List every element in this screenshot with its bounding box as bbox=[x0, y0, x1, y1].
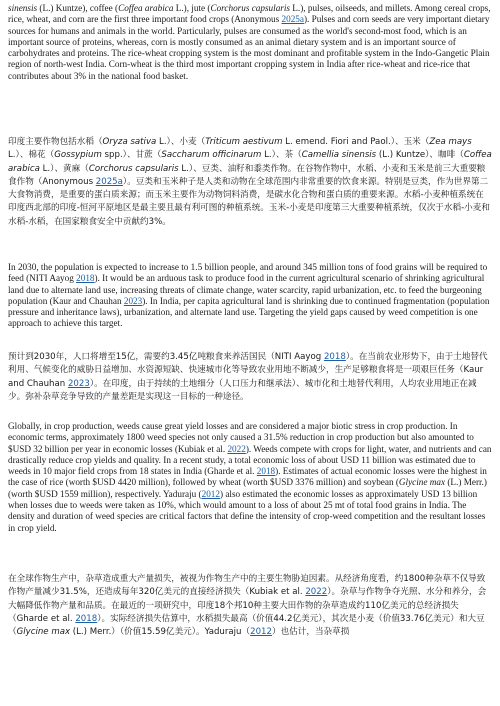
text-run: ）。豆类和玉米种子是人类和动物在全球范围内非常重要的饮食来源。特别是豆类，作为世界第二大食物消费，是重要的蛋白质来源；而玉米主要作为动物饲料消费，是碳水化合物和蛋白质的重要来源。水稻-小麦种植系统在印度西北部的印度-恒河平原地区是最主要且最有利可图的种植系统。玉米-小麦是印度第三大重要种植系统，仅次于水稻-小麦和水稻-水稻，在国家粮食安全中贡献约3%。 bbox=[8, 176, 490, 227]
species-name: Gossypium bbox=[54, 150, 102, 161]
text-run: (L.) Kuntze), coffee ( bbox=[37, 3, 119, 13]
citation-link[interactable]: 2018 bbox=[323, 352, 346, 362]
species-name: Glycine max bbox=[398, 477, 446, 488]
text-run: ）也估计，当杂草损 bbox=[271, 627, 350, 638]
citation-link[interactable]: 2018 bbox=[76, 273, 95, 284]
text-run: L.), jute ( bbox=[173, 3, 211, 13]
species-name: sinensis bbox=[8, 3, 38, 13]
text-run: (L.) Merr.）（价值15.59亿美元）。Yaduraju（ bbox=[70, 627, 251, 638]
text-run: 预计到2030年，人口将增至15亿，需要约3.45亿吨粮食来养活国民（NITI Aayog bbox=[8, 352, 324, 362]
species-name: Saccharum officinarum bbox=[161, 150, 262, 161]
text-run: ). Estimates of actual economic losses were the highest in the case of rice (worth $USD 4420 million), followed by wheat (worth $USD 3376 million) and soybean ( bbox=[8, 466, 487, 488]
text-run: ). Pulses and corn seeds are very important dietary sources for humans and animals in the world. Particularly, pulses are consumed as the world's second-most food, which is an important source of proteins, whereas, corn is mostly consumed as an animal dietary system and is an important source of carbohydrates and proteins. The rice-wheat cropping system is the most dominant and profitable system in the Indo-Gangetic Plain region of north-west India. Corn-wheat is the third most important cropping system in India after rice-wheat and rice-rice that contributes about 3% in the national food basket. bbox=[8, 14, 490, 81]
text-run: (L.) Merr.) (worth $USD 1559 million), respectively. Yaduraju ( bbox=[8, 477, 487, 499]
text-run: ) also estimated the economic losses as approximately USD 13 billion when losses due to weeds were taken as 10%, which would amount to a loss of about 25 mt of total food grains in India. The density and duration of weed species are critical factors that define the intensity of crop-weed competition and the resultant losses in crop yield. bbox=[8, 488, 486, 533]
citation-link[interactable]: 2012 bbox=[201, 488, 220, 499]
species-name: Glycine max bbox=[16, 627, 71, 638]
text-run: L.）、棉花（ bbox=[8, 150, 55, 161]
text-run: L.）、豆类、油籽和黍类作物。在谷物作物中，水稻、小麦和玉米是前三大重要粮食作物（Anonymous bbox=[8, 163, 486, 187]
text-run: L.）、黄麻（ bbox=[39, 163, 89, 174]
text-run: L. emend. Fiori and Paol.）、玉米（ bbox=[282, 137, 430, 147]
text-run: L.）、小麦（ bbox=[156, 137, 206, 147]
text-run: ）。在印度，由于持续的土地细分（人口压力和继承法）、城市化和土地替代利用，人均农业用地正在减少。弥补杂草竞争导致的产量差距是实现这一目标的一种途径。 bbox=[8, 378, 477, 402]
citation-link[interactable]: 2022 bbox=[227, 443, 246, 454]
citation-link[interactable]: 2012 bbox=[250, 627, 272, 638]
text-run: L.), pulses, oilseeds, and millets. Among cereal crops, rice, wheat, and corn are the first three important food crops (Anonymous bbox=[8, 3, 491, 25]
text-run: 印度主要作物包括水稻（ bbox=[8, 137, 103, 147]
paragraph-zh-1 bbox=[8, 136, 492, 229]
species-name: Triticum aestivum bbox=[205, 137, 283, 147]
text-run: Globally, in crop production, weeds cause great yield losses and are considered a major biotic stress in crop production. In economic terms, approximately 1800 weed species not only caused a 31.5% reduction in crop production but also amounted to $USD 32 billion per year in economic losses (Kubiak et al. bbox=[8, 421, 474, 454]
species-name: Zea mays bbox=[429, 137, 472, 147]
text-run: 在全球作物生产中，杂草造成重大产量损失，被视为作物生产中的主要生物胁迫因素。从经济角度看，约1800种杂草不仅导致作物产量减少31.5%，还造成每年320亿美元的直接经济损失（Kubiak et al. bbox=[8, 574, 486, 598]
citation-link[interactable]: 2025a bbox=[281, 14, 304, 25]
citation-link[interactable]: 2018 bbox=[256, 466, 276, 477]
citation-link[interactable]: 2023 bbox=[67, 378, 90, 389]
species-name: Corchorus capsularis bbox=[88, 163, 179, 174]
species-name: Oryza sativa bbox=[102, 137, 157, 147]
text-run: ). Weeds compete with crops for light, water, and nutrients and can drastically reduce crop yields and quality. In a recent study, a total economic loss of about USD 11 billion was estimated due to weeds in 10 major field crops from 18 states in India (Gharde et al. bbox=[8, 443, 492, 477]
text-run: ). In India, per capita agricultural land is shrinking due to continued fragmentation (population pressure and inheritance laws), urbanization, and alternate land use. Targeting the yield gaps caused by weed competition is one approach to achieve this target. bbox=[8, 295, 490, 329]
citation-link[interactable]: 2025a bbox=[95, 176, 123, 187]
paragraph-zh-2 bbox=[8, 351, 492, 404]
text-run: ). It would be an arduous task to produce food in the current agricultural scenario of shrinking agricultural land due to alternate land use, increasing threats of climate change, water scarcity, rapid urbanization, etc. to feed the burgeoning population (Kaur and Chauhan bbox=[8, 273, 485, 306]
paragraph-zh-3 bbox=[8, 573, 492, 639]
paragraph-en-1 bbox=[8, 3, 492, 82]
species-name: Corchorus capsularis bbox=[210, 3, 290, 13]
species-name: Coffea arabica bbox=[8, 150, 492, 174]
text-run: L.）、茶（ bbox=[261, 150, 302, 161]
text-run: In 2030, the population is expected to increase to 1.5 billion people, and around 345 million tons of food grains will be required to feed (NITI Aayog bbox=[8, 262, 488, 284]
text-run: ）。杂草与作物争夺光照、水分和养分，会大幅降低作物产量和品质。在最近的一项研究中，印度18个邦10种主要大田作物的杂草造成约110亿美元的总经济损失（Gharde et al. bbox=[8, 587, 487, 624]
text-run: spp.）、甘蔗（ bbox=[101, 150, 162, 161]
paragraph-en-2 bbox=[8, 262, 492, 330]
citation-link[interactable]: 2023 bbox=[123, 295, 143, 306]
citation-link[interactable]: 2018 bbox=[75, 613, 98, 624]
text-run: ）。实际经济损失估算中，水稻损失最高（价值44.2亿美元），其次是小麦（价值33.76亿美元）和大豆（ bbox=[8, 613, 485, 638]
species-name: Coffea arabica bbox=[118, 3, 174, 13]
citation-link[interactable]: 2022 bbox=[305, 587, 328, 598]
paragraph-en-3 bbox=[8, 421, 492, 534]
species-name: Camellia sinensis bbox=[301, 150, 377, 161]
text-run: ）。在当前农业形势下，由于土地替代利用、气候变化的威胁日益增加、水资源短缺、快速城市化等导致农业用地不断减少，生产足够粮食将是一项艰巨任务（Kaur and Chauhan bbox=[8, 352, 488, 389]
text-run: (L.) Kuntze）、咖啡（ bbox=[376, 150, 464, 161]
